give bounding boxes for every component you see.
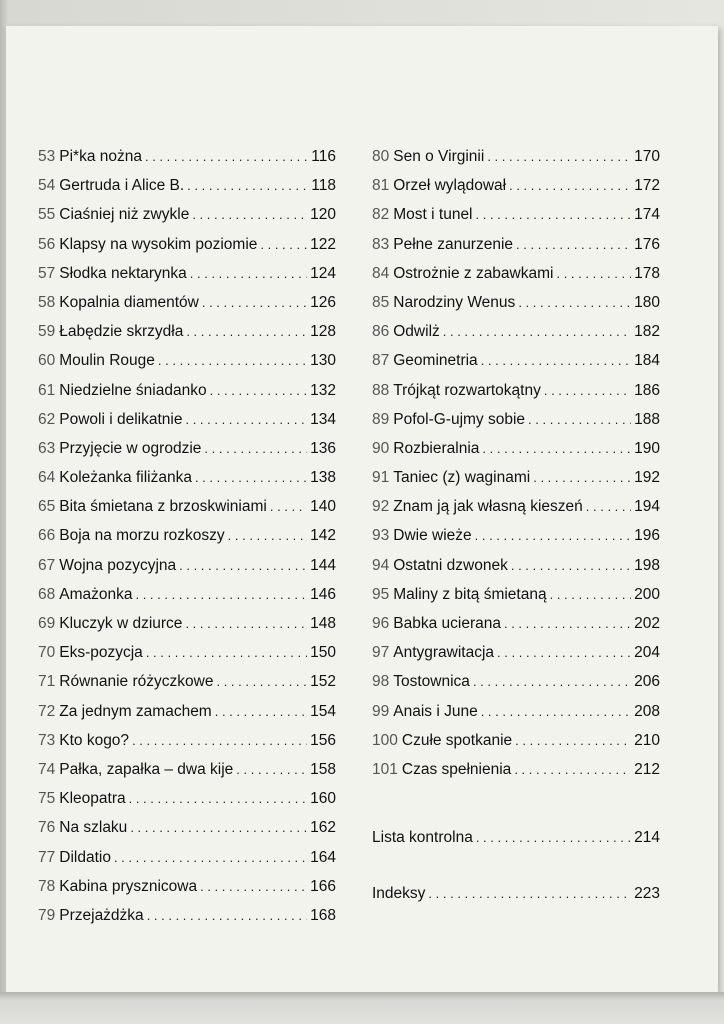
toc-entry-page: 164 [310, 848, 336, 866]
dot-leader [487, 142, 631, 171]
dot-leader [158, 346, 307, 375]
toc-entry [372, 879, 660, 908]
toc-entry-page: 172 [634, 177, 660, 195]
toc-entry-title: Znam ją jak własną kieszeń [393, 498, 583, 516]
toc-entry-page: 136 [310, 439, 336, 457]
toc-entry [38, 288, 336, 317]
dot-leader [179, 551, 307, 580]
toc-entry-page: 176 [634, 235, 660, 253]
toc-entry-page: 160 [310, 790, 336, 808]
toc-entry-number: 84 [372, 264, 390, 282]
toc-entry-page: 178 [634, 264, 660, 282]
toc-entry-page: 156 [310, 731, 336, 749]
dot-leader [516, 230, 631, 259]
toc-entry-title: Kabina prysznicowa [59, 877, 198, 895]
toc-entry-page: 132 [310, 381, 336, 399]
toc-entry-number: 61 [38, 381, 56, 399]
toc-entry-number: 73 [38, 731, 56, 749]
toc-entry-title: Most i tunel [393, 206, 473, 224]
toc-entry-number: 64 [38, 469, 56, 487]
toc-entry-page: 122 [310, 235, 336, 253]
toc-entry-number: 93 [372, 527, 390, 545]
toc-entry [38, 492, 336, 521]
toc-entry-page: 210 [634, 731, 660, 749]
toc-entry [372, 492, 660, 521]
toc-entry-number: 71 [38, 673, 56, 691]
toc-entry-title: Przyjęcie w ogrodzie [59, 439, 202, 457]
dot-leader [270, 492, 307, 521]
toc-entry-number: 98 [372, 673, 390, 691]
toc-entry-number: 59 [38, 323, 56, 341]
toc-entry-title: Czas spełnienia [401, 760, 512, 778]
dot-leader [586, 492, 631, 521]
toc-entry-title: Dwie wieże [393, 527, 472, 545]
toc-entry [372, 142, 660, 171]
toc-entry [372, 580, 660, 609]
toc-entry-title: Tostownica [393, 673, 470, 691]
toc-entry-page: 182 [634, 323, 660, 341]
toc-entry-page: 126 [310, 293, 336, 311]
toc-entry [38, 200, 336, 229]
toc-entry-number: 53 [38, 148, 56, 165]
dot-leader [135, 580, 307, 609]
toc-entry-title: Taniec (z) waginami [393, 469, 531, 487]
toc-entry-number: 88 [372, 381, 390, 399]
toc-entry-number: 87 [372, 352, 390, 370]
dot-leader [473, 667, 631, 696]
toc-entry-title: Anais i June [393, 702, 478, 720]
toc-extra-checklist [372, 823, 660, 852]
toc-entry [38, 726, 336, 755]
toc-entry-page: 188 [634, 410, 660, 428]
dot-leader [186, 317, 307, 346]
toc-entry [372, 551, 660, 580]
toc-entry-number: 89 [372, 410, 390, 428]
toc-entry-number: 82 [372, 206, 390, 224]
toc-entry-number: 68 [38, 585, 56, 603]
dot-leader [190, 259, 307, 288]
toc-entry [372, 405, 660, 434]
toc-entry-page: 223 [634, 885, 660, 902]
dot-leader [533, 463, 631, 492]
toc-entry-page: 184 [634, 352, 660, 370]
toc-entry-title: Boja na morzu rozkoszy [59, 527, 225, 545]
toc-entry [38, 405, 336, 434]
toc-entry-title: Lista kontrolna [372, 829, 473, 846]
toc-entry-page: 128 [310, 323, 336, 341]
dot-leader [528, 405, 631, 434]
toc-entry [38, 346, 336, 375]
dot-leader [187, 171, 308, 200]
toc-entry [38, 171, 336, 200]
toc-entry-page: 118 [311, 177, 336, 195]
toc-entry-page: 174 [634, 206, 660, 224]
toc-entry-number: 90 [372, 439, 390, 457]
toc-entry-page: 166 [310, 877, 336, 895]
toc-entry [372, 171, 660, 200]
toc-entry-page: 150 [310, 644, 336, 662]
dot-leader [476, 823, 631, 852]
toc-entry [372, 609, 660, 638]
toc-entry-title: Maliny z bitą śmietaną [393, 585, 547, 603]
toc-entry [372, 288, 660, 317]
dot-leader [497, 638, 631, 667]
toc-entry-title: Bita śmietana z brzoskwiniami [59, 498, 267, 516]
toc-extra-index [372, 879, 660, 908]
toc-entry [38, 317, 336, 346]
table-surface [0, 992, 724, 1024]
toc-entry-title: Ostrożnie z zabawkami [393, 264, 554, 282]
toc-entry-page: 212 [634, 760, 660, 778]
dot-leader [550, 580, 632, 609]
toc-entry-page: 196 [634, 527, 660, 545]
toc-entry [372, 376, 660, 405]
toc-entry [38, 638, 336, 667]
toc-entry [372, 697, 660, 726]
toc-entry-title: Kto kogo? [59, 731, 130, 749]
toc-entry-page: 116 [311, 148, 336, 165]
toc-entry-number: 58 [38, 293, 56, 311]
toc-entry-number: 76 [38, 819, 56, 837]
dot-leader [146, 638, 307, 667]
toc-entry-page: 120 [310, 206, 336, 224]
toc-entry-page: 214 [634, 829, 660, 846]
toc-column-right [372, 142, 660, 784]
dot-leader [236, 755, 307, 784]
toc-entry-title: Gertruda i Alice B. [59, 177, 185, 195]
toc-entry-number: 56 [38, 235, 56, 253]
toc-entry-number: 95 [372, 585, 390, 603]
toc-entry-title: Pi*ka nożna [59, 148, 142, 165]
toc-entry [372, 521, 660, 550]
toc-entry-number: 92 [372, 498, 390, 516]
toc-entry-page: 130 [310, 352, 336, 370]
toc-entry-title: Na szlaku [59, 819, 128, 837]
dot-leader [518, 288, 631, 317]
toc-entry-title: Trójkąt rozwartokątny [393, 381, 541, 399]
toc-entry-number: 69 [38, 615, 56, 632]
toc-entry-title: Amażonka [59, 585, 133, 603]
dot-leader [114, 843, 307, 872]
dot-leader [210, 376, 308, 405]
dot-leader [200, 872, 307, 901]
dot-leader [544, 376, 631, 405]
dot-leader [475, 521, 631, 550]
toc-entry-title: Kluczyk w dziurce [59, 615, 183, 632]
toc-entry-page: 192 [634, 469, 660, 487]
toc-entry-page: 146 [310, 585, 336, 603]
toc-entry [38, 755, 336, 784]
toc-entry-number: 94 [372, 556, 390, 574]
toc-entry-title: Narodziny Wenus [393, 293, 516, 311]
toc-entry-number: 72 [38, 702, 56, 720]
toc-entry-title: Dildatio [59, 848, 111, 866]
toc-entry-title: Babka ucierana [393, 615, 501, 632]
dot-leader [195, 463, 307, 492]
toc-entry-number: 63 [38, 439, 56, 457]
dot-leader [428, 879, 631, 908]
toc-entry-number: 67 [38, 556, 56, 574]
toc-entry-number: 78 [38, 877, 56, 895]
toc-entry-number: 100 [372, 731, 398, 749]
toc-entry [38, 521, 336, 550]
toc-entry-page: 140 [310, 498, 336, 516]
toc-entry-title: Za jednym zamachem [59, 702, 212, 720]
toc-entry-number: 80 [372, 148, 390, 165]
toc-entry-title: Ostatni dzwonek [393, 556, 508, 574]
toc-entry-page: 200 [634, 585, 660, 603]
toc-entry-number: 54 [38, 177, 56, 195]
toc-entry-number: 57 [38, 264, 56, 282]
toc-entry-page: 142 [310, 527, 336, 545]
toc-entry-number: 96 [372, 615, 390, 632]
toc-entry [372, 346, 660, 375]
dot-leader [511, 551, 631, 580]
toc-entry [38, 259, 336, 288]
toc-entry [38, 434, 336, 463]
toc-entry [38, 376, 336, 405]
dot-leader [443, 317, 631, 346]
toc-entry [38, 230, 336, 259]
toc-entry [38, 580, 336, 609]
toc-entry-page: 198 [634, 556, 660, 574]
toc-entry-number: 70 [38, 644, 56, 662]
dot-leader [504, 609, 631, 638]
dot-leader [192, 200, 307, 229]
toc-entry-number: 60 [38, 352, 56, 370]
toc-entry-number: 81 [372, 177, 390, 195]
toc-entry-page: 158 [310, 760, 336, 778]
dot-leader [476, 200, 632, 229]
toc-entry-title: Antygrawitacja [393, 644, 495, 662]
toc-entry-number: 91 [372, 469, 390, 487]
toc-entry-title: Ciaśniej niż zwykle [59, 206, 190, 224]
toc-entry [38, 142, 336, 171]
toc-entry-title: Powoli i delikatnie [59, 410, 183, 428]
toc-entry-title: Sen o Virginii [393, 148, 485, 165]
toc-entry-title: Wojna pozycyjna [59, 556, 177, 574]
toc-entry-number: 55 [38, 206, 56, 224]
dot-leader [481, 346, 631, 375]
dot-leader [260, 230, 307, 259]
dot-leader [129, 784, 308, 813]
toc-entry [38, 784, 336, 813]
toc-entry-number: 101 [372, 760, 398, 778]
toc-entry-page: 180 [634, 293, 660, 311]
toc-entry-page: 186 [634, 381, 660, 399]
toc-entry [372, 200, 660, 229]
toc-entry-title: Niedzielne śniadanko [59, 381, 207, 399]
dot-leader [202, 288, 307, 317]
toc-entry-number: 86 [372, 323, 390, 341]
toc-entry-title: Koleżanka filiżanka [59, 469, 192, 487]
toc-entry-title: Łabędzie skrzydła [59, 323, 184, 341]
toc-entry-page: 144 [310, 556, 336, 574]
toc-entry [38, 697, 336, 726]
dot-leader [147, 901, 307, 930]
toc-entry [372, 755, 660, 784]
dot-leader [215, 697, 307, 726]
toc-entry-page: 190 [634, 439, 660, 457]
dot-leader [228, 521, 307, 550]
toc-entry-page: 154 [310, 702, 336, 720]
toc-entry-title: Moulin Rouge [59, 352, 155, 370]
toc-entry-title: Czułe spotkanie [401, 731, 513, 749]
toc-entry [372, 667, 660, 696]
toc-entry-title: Klapsy na wysokim poziomie [59, 235, 258, 253]
toc-entry [372, 230, 660, 259]
toc-entry-title: Rozbieralnia [393, 439, 480, 457]
toc-entry [372, 638, 660, 667]
dot-leader [482, 434, 631, 463]
toc-entry-page: 202 [634, 615, 660, 632]
toc-entry-title: Przejażdżka [59, 906, 144, 924]
dot-leader [130, 813, 307, 842]
toc-entry-page: 206 [634, 673, 660, 691]
toc-entry-number: 85 [372, 293, 390, 311]
toc-entry-title: Orzeł wylądował [393, 177, 507, 195]
toc-entry-number: 77 [38, 848, 56, 866]
toc-entry-title: Równanie różyczkowe [59, 673, 214, 691]
toc-entry [38, 667, 336, 696]
toc-entry [372, 726, 660, 755]
toc-entry [38, 463, 336, 492]
toc-column-left [38, 142, 336, 930]
toc-entry [38, 872, 336, 901]
dot-leader [132, 726, 307, 755]
dot-leader [185, 405, 307, 434]
toc-entry-title: Eks-pozycja [59, 644, 143, 662]
toc-entry-title: Pofol-G-ujmy sobie [393, 410, 526, 428]
toc-entry-title: Geominetria [393, 352, 478, 370]
toc-entry-number: 65 [38, 498, 56, 516]
toc-entry-number: 62 [38, 410, 56, 428]
toc-entry-page: 162 [310, 819, 336, 837]
toc-entry [372, 259, 660, 288]
dot-leader [481, 697, 631, 726]
toc-entry-page: 134 [310, 410, 336, 428]
toc-entry [38, 843, 336, 872]
toc-entry [38, 551, 336, 580]
dot-leader [556, 259, 631, 288]
toc-entry [372, 463, 660, 492]
toc-entry [38, 901, 336, 930]
toc-entry-page: 194 [634, 498, 660, 516]
toc-entry [372, 317, 660, 346]
toc-entry-page: 148 [310, 615, 336, 632]
toc-entry-title: Kleopatra [59, 790, 126, 808]
toc-entry-title: Indeksy [372, 885, 426, 902]
toc-entry-number: 97 [372, 644, 390, 662]
dot-leader [185, 609, 307, 638]
toc-entry-page: 208 [634, 702, 660, 720]
toc-entry-number: 83 [372, 235, 390, 253]
dot-leader [204, 434, 307, 463]
toc-entry-page: 168 [310, 906, 336, 924]
dot-leader [514, 755, 631, 784]
toc-entry-number: 74 [38, 760, 56, 778]
toc-entry-number: 99 [372, 702, 390, 720]
toc-entry-title: Pałka, zapałka – dwa kije [59, 760, 234, 778]
dot-leader [216, 667, 307, 696]
toc-entry-title: Kopalnia diamentów [59, 293, 199, 311]
toc-entry [38, 813, 336, 842]
toc-entry-title: Pełne zanurzenie [393, 235, 514, 253]
dot-leader [509, 171, 631, 200]
toc-entry-page: 138 [310, 469, 336, 487]
toc-entry-title: Słodka nektarynka [59, 264, 187, 282]
toc-entry-number: 66 [38, 527, 56, 545]
toc-entry-page: 170 [634, 148, 660, 165]
toc-entry-page: 204 [634, 644, 660, 662]
toc-entry-page: 124 [310, 264, 336, 282]
toc-entry [38, 609, 336, 638]
toc-entry-title: Odwilż [393, 323, 440, 341]
dot-leader [515, 726, 631, 755]
toc-entry [372, 434, 660, 463]
toc-entry-page: 152 [310, 673, 336, 691]
toc-entry [372, 823, 660, 852]
toc-entry-number: 79 [38, 906, 56, 924]
toc-entry-number: 75 [38, 790, 56, 808]
dot-leader [145, 142, 308, 171]
